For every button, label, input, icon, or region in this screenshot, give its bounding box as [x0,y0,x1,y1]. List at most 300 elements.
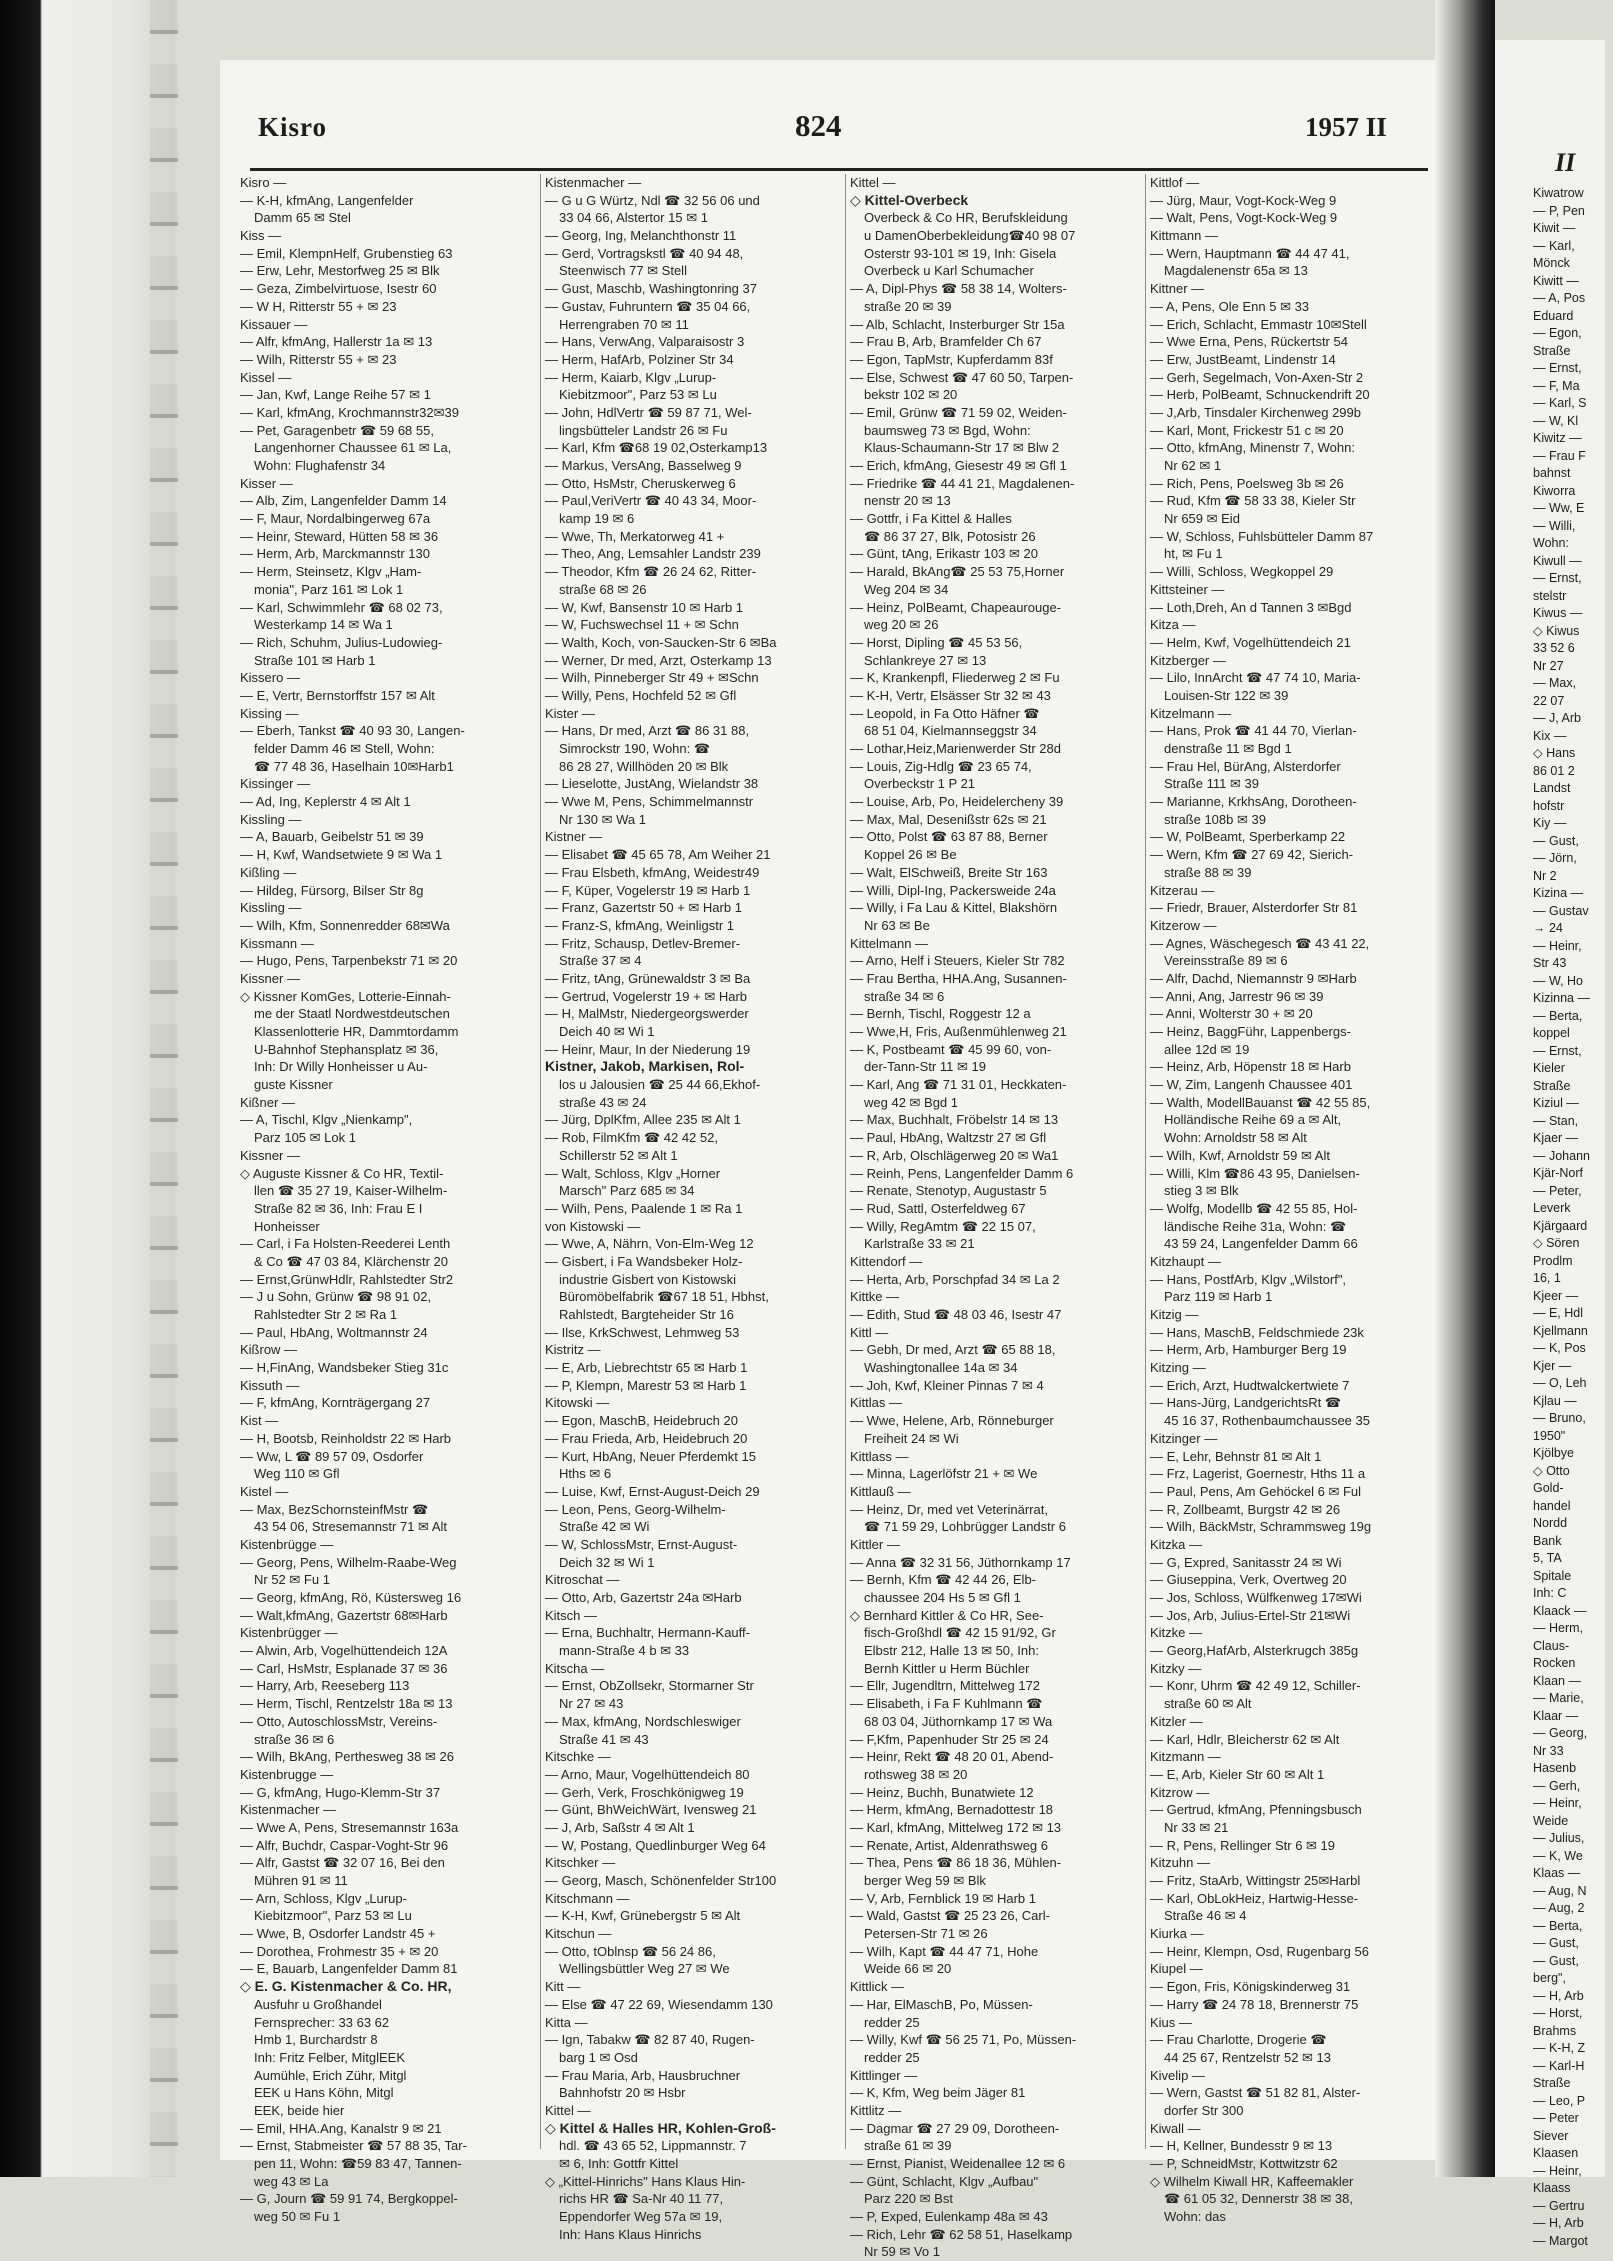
entry-continuation-line: Büromöbelfabrik ☎67 18 51, Hbhst, [559,1289,769,1305]
facing-page-line: Kjärgaard [1533,1218,1588,1233]
facing-page-line: Brahms [1533,2023,1577,2038]
entry-continuation-line: straße 60 ✉ Alt [1164,1696,1252,1712]
facing-page-line: Nr 27 [1533,658,1564,673]
entry-continuation-line: Wohn: das [1164,2209,1226,2225]
facing-page-line: — Stan, [1533,1113,1579,1128]
entry-continuation-line: allee 12d ✉ 19 [1164,1041,1250,1057]
entry-continuation-line: Straße 37 ✉ 4 [559,953,642,969]
entry-line: — Willy, Pens, Hochfeld 52 ✉ Gfl [545,687,737,703]
facing-page-line: 33 52 6 [1533,641,1575,655]
entry-line: — H,FinAng, Wandsbeker Stieg 31c [240,1360,449,1376]
entry-line: — Herm, Kaiarb, Klgv „Lurup- [545,369,717,385]
entry-line: ◇ „Kittel-Hinrichs" Hans Klaus Hin- [545,2173,746,2189]
entry-line: Kissmann — [240,935,314,951]
entry-continuation-line: straße 43 ✉ 24 [559,1094,647,1110]
facing-page-line: koppel [1533,1026,1570,1040]
page-number: 824 [795,108,842,143]
facing-page-line: Kjellmann [1533,1323,1588,1338]
entry-continuation-line: Wellingsbüttler Weg 27 ✉ We [559,1961,730,1977]
entry-continuation-line: straße 68 ✉ 26 [559,581,647,597]
entry-line: — Theo, Ang, Lemsahler Landstr 239 [545,546,761,562]
entry-line: — Lieselotte, JustAng, Wielandstr 38 [545,776,759,792]
entry-line: Kitschker — [545,1855,616,1871]
facing-page-line: berg", [1533,1971,1566,1985]
entry-line: Kißling — [240,864,297,880]
entry-continuation-line: Kiebitzmoor", Parz 53 ✉ Lu [559,387,717,403]
entry-continuation-line: Klassenlotterie HR, Dammtordamm [254,1024,459,1039]
entry-line: — Frau Hel, BürAng, Alsterdorfer [1150,758,1341,774]
entry-line: — Herb, PolBeamt, Schnuckendrift 20 [1150,387,1370,403]
entry-line: — Erich, kfmAng, Giesestr 49 ✉ Gfl 1 [850,458,1067,473]
facing-page-line: — H, Arb [1533,2216,1584,2230]
entry-line: — Heinz, Arb, Höpenstr 18 ✉ Harb [1150,1059,1351,1075]
entry-line: Kittel — [545,2102,591,2118]
entry-line: Kistenbrugge — [240,1766,334,1782]
entry-line: — Ernst, ObZollsekr, Stormarner Str [545,1678,754,1694]
entry-line: — Georg, Ing, Melanchthonstr 11 [545,228,737,244]
entry-line: — Gerh, Verk, Froschkönigweg 19 [545,1784,744,1800]
entry-line: — Ernst,GrünwHdlr, Rahlstedter Str2 [240,1271,454,1287]
facing-page-line: Weide [1533,1813,1569,1828]
entry-continuation-line: u DamenOberbekleidung☎40 98 07 [864,228,1076,244]
entry-continuation-line: hdl. ☎ 43 65 52, Lippmannstr. 7 [559,2138,747,2154]
entry-line: — Wwe,H, Fris, Außenmühlenweg 21 [850,1024,1067,1039]
entry-line: Kißner — [240,1094,295,1110]
entry-continuation-line: Westerkamp 14 ✉ Wa 1 [254,617,393,633]
facing-page-line: Klaan — [1533,1673,1581,1688]
entry-line: Kistner — [545,829,603,845]
entry-line: Kitschke — [545,1749,611,1765]
entry-continuation-line: Vereinsstraße 89 ✉ 6 [1164,953,1288,969]
entry-line: — Friedr, Brauer, Alsterdorfer Str 81 [1150,900,1358,916]
entry-line: — Otto, tOblnsp ☎ 56 24 86, [545,1943,716,1959]
entry-continuation-line: Fernsprecher: 33 63 62 [254,2014,390,2030]
entry-line: — J, Arb, Saßstr 4 ✉ Alt 1 [545,1819,695,1835]
facing-page-line: Mönck [1533,256,1570,270]
entry-line: — Wilh, Kapt ☎ 44 47 71, Hohe [850,1943,1039,1959]
entry-line: — Ernst, Stabmeister ☎ 57 88 35, Tar- [240,2138,467,2154]
entry-line: Kitta — [545,2014,588,2030]
entry-line: — Ad, Ing, Keplerstr 4 ✉ Alt 1 [240,794,411,810]
entry-line: — Carl, i Fa Holsten-Reederei Lenth [240,1236,451,1252]
facing-page-line: — K, We [1533,1848,1583,1863]
entry-line: — F, Maur, Nordalbingerweg 67a [240,511,431,527]
entry-continuation-line: Parz 220 ✉ Bst [864,2191,953,2207]
entry-line: Kissel — [240,369,292,385]
entry-line: — Frau Frieda, Arb, Heidebruch 20 [545,1430,748,1446]
entry-line: — H, Bootsb, Reinholdstr 22 ✉ Harb [240,1430,452,1446]
facing-page-line: — Horst, [1533,2006,1583,2020]
directory-page [220,60,1435,2260]
entry-continuation-line: chaussee 204 Hs 5 ✉ Gfl 1 [864,1590,1021,1605]
entry-line: — Wwe, Th, Merkatorweg 41 + [545,528,725,544]
entry-line: — Pet, Garagenbetr ☎ 59 68 55, [240,422,434,438]
entry-continuation-line: baumsweg 73 ✉ Bgd, Wohn: [864,422,1031,438]
entry-continuation-line: Eppendorfer Weg 57a ✉ 19, [559,2209,723,2225]
entry-line: — Minna, Lagerlöfstr 21 + ✉ We [850,1466,1038,1482]
entry-line: — Wilh, Pinneberger Str 49 + ✉Schn [545,670,759,686]
entry-continuation-line: pen 11, Wohn: ☎59 83 47, Tannen- [254,2156,462,2171]
facing-page-line: 22 07 [1533,693,1565,708]
entry-line: — Carl, HsMstr, Esplanade 37 ✉ 36 [240,1660,448,1676]
entry-continuation-line: Straße 46 ✉ 4 [1164,1908,1247,1924]
entry-line: Kistritz — [545,1342,601,1358]
entry-line: — W, PolBeamt, Sperberkamp 22 [1150,829,1346,845]
entry-line: — Alfr, kfmAng, Hallerstr 1a ✉ 13 [240,334,433,350]
entry-line: — Walt, Pens, Vogt-Kock-Weg 9 [1150,210,1338,226]
entry-line: Kittelmann — [850,935,929,951]
entry-line: — A, Dipl-Phys ☎ 58 38 14, Wolters- [850,281,1067,297]
facing-page-line: — Karl, [1533,238,1575,253]
entry-continuation-line: lingsbütteler Landstr 26 ✉ Fu [559,422,728,438]
entry-line: Kitschun — [545,1926,612,1942]
entry-continuation-line: Elbstr 212, Halle 13 ✉ 50, Inh: [864,1643,1039,1659]
entry-continuation-line: Holländische Reihe 69 a ✉ Alt, [1164,1112,1342,1128]
facing-page-line: — K, Pos [1533,1341,1586,1355]
entry-line: — R, Arb, Olschlägerweg 20 ✉ Wa1 [850,1147,1059,1163]
facing-page-line: Hasenb [1533,1761,1577,1775]
entry-continuation-line: Weide 66 ✉ 20 [864,1961,952,1977]
entry-line: — Herm, Steinsetz, Klgv „Ham- [240,564,422,580]
entry-continuation-line: Petersen-Str 71 ✉ 26 [864,1926,988,1942]
entry-line: — Paul,VeriVertr ☎ 40 43 34, Moor- [545,493,757,509]
facing-page-line: Wohn: [1533,536,1569,550]
facing-page-line: Klaas — [1533,1866,1581,1880]
entry-line: Kittlick — [850,1979,905,1995]
facing-page-line: Nr 2 [1533,868,1557,883]
entry-line: — W H, Ritterstr 55 + ✉ 23 [240,298,397,314]
facing-page-line: Klaasen [1533,2146,1579,2160]
entry-line: — Joh, Kwf, Kleiner Pinnas 7 ✉ 4 [850,1377,1044,1393]
entry-continuation-line: Nr 62 ✉ 1 [1164,458,1222,473]
entry-continuation-line: Nr 59 ✉ Vo 1 [864,2244,940,2260]
column-divider [1145,174,1146,2149]
entry-line: — F, Küper, Vogelerstr 19 ✉ Harb 1 [545,882,751,898]
facing-page-line: — H, Arb [1533,1988,1584,2003]
entry-continuation-line: Langenhorner Chaussee 61 ✉ La, [254,440,452,456]
facing-page-line: Kjer — [1533,1358,1572,1373]
entry-continuation-line: Inh: Fritz Felber, MitglEEK [254,2049,405,2065]
entry-continuation-line: Steenwisch 77 ✉ Stell [559,263,687,279]
entry-line: — K, Krankenpfl, Fliederweg 2 ✉ Fu [850,670,1060,686]
entry-continuation-line: Kiebitzmoor", Parz 53 ✉ Lu [254,1908,412,1924]
entry-line: — Reinh, Pens, Langenfelder Damm 6 [850,1165,1074,1181]
entry-line: — Alfr, Gastst ☎ 32 07 16, Bei den [240,1855,445,1871]
facing-page-line: hofstr [1533,798,1565,813]
entry-line: von Kistowski — [545,1218,641,1234]
facing-page-line: Straße [1533,343,1571,358]
entry-continuation-line: Overbeck & Co HR, Berufskleidung [864,210,1068,226]
entry-line: Kitza — [1150,617,1196,633]
entry-line: Kittlass — [850,1448,909,1464]
entry-line: — Jos, Schloss, Wülfkenweg 17✉Wi [1150,1590,1362,1605]
entry-continuation-line: 68 51 04, Kielmannseggstr 34 [864,723,1037,739]
entry-line: — Emil, HHA.Ang, Kanalstr 9 ✉ 21 [240,2120,442,2136]
entry-line: Kisser — [240,475,293,491]
entry-line: — Wolfg, Modellb ☎ 42 55 85, Hol- [1150,1200,1358,1216]
entry-line: — A, Pens, Ole Enn 5 ✉ 33 [1150,298,1310,314]
facing-page-line: Kiwull — [1533,553,1582,568]
entry-continuation-line: ☎ 61 05 32, Dennerstr 38 ✉ 38, [1164,2191,1353,2207]
facing-page-line: 5, TA [1533,1551,1562,1565]
entry-line: — Heinr, Maur, In der Niederung 19 [545,1041,751,1057]
entry-line: — Willi, Dipl-Ing, Packersweide 24a [850,882,1056,898]
entry-line: Kistenbrügger — [240,1625,338,1641]
entry-line: — J,Arb, Tinsdaler Kirchenweg 299b [1150,404,1361,420]
entry-continuation-line: rothsweg 38 ✉ 20 [864,1766,968,1782]
entry-line: — K, Postbeamt ☎ 45 99 60, von- [850,1041,1052,1057]
facing-page-line: — Frau F [1533,448,1586,463]
facing-page-line: — Bruno, [1533,1411,1586,1425]
entry-line: — W, Fuchswechsel 11 + ✉ Schn [545,617,739,633]
running-head-name: Kisro [258,112,328,142]
entry-line: — Arno, Helf i Steuers, Kieler Str 782 [850,953,1065,969]
entry-line: — Harald, BkAng☎ 25 53 75,Horner [850,564,1065,580]
entry-line: Kister — [545,705,595,721]
entry-line: — K-H, Kwf, Grünebergstr 5 ✉ Alt [545,1908,741,1924]
entry-continuation-line: felder Damm 46 ✉ Stell, Wohn: [254,741,435,756]
directory-column-2 [545,174,840,2242]
entry-continuation-line: straße 36 ✉ 6 [254,1731,335,1747]
facing-page-line: Klaack — [1533,1603,1587,1618]
entry-line: — Erw, Lehr, Mestorfweg 25 ✉ Blk [240,263,440,279]
entry-continuation-line: Rahlstedter Str 2 ✉ Ra 1 [254,1307,398,1322]
entry-continuation-line: Deich 32 ✉ Wi 1 [559,1554,655,1570]
entry-line: — Renate, Stenotyp, Augustastr 5 [850,1183,1047,1199]
entry-line: — E, Lehr, Behnstr 81 ✉ Alt 1 [1150,1448,1322,1464]
facing-page-line: Kiwitz — [1533,431,1582,445]
entry-line: — Otto, Polst ☎ 63 87 88, Berner [850,829,1048,845]
entry-line: — Erich, Arzt, Hudtwalckertwiete 7 [1150,1377,1350,1393]
facing-page-line: — F, Ma [1533,378,1580,393]
entry-line: — Wern, Gastst ☎ 51 82 81, Alster- [1150,2085,1361,2101]
entry-line: — A, Tischl, Klgv „Nienkamp", [240,1112,413,1128]
entry-line: — Eberh, Tankst ☎ 40 93 30, Langen- [240,723,465,739]
entry-line: ◇ Kittel-Overbeck [850,191,969,208]
entry-line: — P, Klempn, Marestr 53 ✉ Harb 1 [545,1377,747,1393]
entry-continuation-line: Straße 41 ✉ 43 [559,1731,649,1747]
entry-line: — Gebh, Dr med, Arzt ☎ 65 88 18, [850,1342,1056,1358]
entry-continuation-line: Herrengraben 70 ✉ 11 [559,316,689,332]
entry-line: Kius — [1150,2014,1192,2030]
entry-line: — Karl, Hdlr, Bleicherstr 62 ✉ Alt [1150,1731,1340,1747]
facing-page-line: — Gust, [1533,1953,1579,1968]
facing-page-line: — Karl, S [1533,396,1587,410]
facing-page-line: → 24 [1533,921,1563,935]
facing-page-line: — W, Kl [1533,413,1579,428]
entry-line: Kiwall — [1150,2120,1201,2136]
entry-line: — J u Sohn, Grünw ☎ 98 91 02, [240,1289,432,1305]
entry-line: — Hildeg, Fürsorg, Bilser Str 8g [240,882,424,898]
entry-continuation-line: Simrockstr 190, Wohn: ☎ [559,741,711,756]
entry-continuation-line: 33 04 66, Alstertor 15 ✉ 1 [559,210,708,226]
entry-line: — H, Kellner, Bundesstr 9 ✉ 13 [1150,2138,1333,2154]
entry-continuation-line: los u Jalousien ☎ 25 44 66,Ekhof- [559,1077,761,1093]
facing-page-edge [1495,40,1605,2248]
facing-page-line: — W, Ho [1533,973,1584,988]
entry-line: — Karl, Schwimmlehr ☎ 68 02 73, [240,599,443,615]
entry-continuation-line: Inh: Hans Klaus Hinrichs [559,2226,702,2242]
entry-continuation-line: Marsch" Parz 685 ✉ 34 [559,1183,695,1199]
directory-column-3 [850,174,1140,2260]
entry-line: — Günt, Schlacht, Klgv „Aufbau" [850,2173,1039,2189]
entry-line: Kittke — [850,1289,900,1305]
facing-page-line: Kieler [1533,1061,1565,1075]
entry-line: — Else ☎ 47 22 69, Wiesendamm 130 [545,1996,773,2012]
facing-page-line: 1950" [1533,1428,1566,1443]
entry-line: — Rich, Schuhm, Julius-Ludowieg- [240,634,443,650]
entry-line: — Elisabet ☎ 45 65 78, Am Weiher 21 [545,847,771,863]
facing-page-line: — Aug, N [1533,1883,1587,1898]
entry-line: — Gustav, Fuhruntern ☎ 35 04 66, [545,298,751,314]
facing-page-line: Kiwitt — [1533,273,1579,288]
facing-page-line: Gold- [1533,1481,1564,1495]
facing-page-line: Landst [1533,781,1571,795]
entry-line: Kitzky — [1150,1660,1202,1676]
entry-line: Kittlitz — [850,2102,902,2118]
entry-continuation-line: Schillerstr 52 ✉ Alt 1 [559,1147,678,1163]
entry-line: — Max, Buchhalt, Fröbelstr 14 ✉ 13 [850,1112,1059,1128]
entry-line: Kivelip — [1150,2067,1205,2083]
entry-continuation-line: 86 28 27, Willhöden 20 ✉ Blk [559,758,729,774]
entry-line: — Paul, HbAng, Woltmannstr 24 [240,1324,428,1340]
entry-continuation-line: & Co ☎ 47 03 84, Klärchenstr 20 [254,1253,448,1269]
entry-continuation-line: straße 108b ✉ 39 [1164,811,1266,827]
entry-line: Kitzka — [1150,1536,1203,1552]
entry-line: — E, Arb, Liebrechtstr 65 ✉ Harb 1 [545,1360,748,1376]
entry-line: — Walt, ElSchweiß, Breite Str 163 [850,864,1048,880]
entry-continuation-line: ländische Reihe 31a, Wohn: ☎ [1164,1218,1347,1234]
facing-page-line: — Aug, 2 [1533,1901,1585,1915]
entry-line: — Rich, Pens, Poelsweg 3b ✉ 26 [1150,475,1344,491]
entry-line: — Lilo, InnArcht ☎ 47 74 10, Maria- [1150,670,1361,686]
entry-line: — Paul, Pens, Am Gehöckel 6 ✉ Ful [1150,1483,1362,1499]
entry-line: — Willi, Klm ☎86 43 95, Danielsen- [1150,1165,1360,1181]
facing-page-line: Kiziul — [1533,1096,1579,1110]
entry-line: — Karl, Ang ☎ 71 31 01, Heckkaten- [850,1077,1067,1093]
facing-page-line: Kiy — [1533,816,1567,830]
entry-line: — Har, ElMaschB, Po, Müssen- [850,1996,1033,2012]
entry-line: — Georg, Masch, Schönenfelder Str100 [545,1873,777,1888]
entry-line: — Karl, kfmAng, Mittelweg 172 ✉ 13 [850,1819,1062,1835]
entry-continuation-line: Koppel 26 ✉ Be [864,847,957,863]
entry-line: — Hans, PostfArb, Klgv „Wilstorf", [1150,1271,1347,1287]
facing-page-line: Straße [1533,1078,1571,1093]
entry-line: ◇ Bernhard Kittler & Co HR, See- [850,1607,1044,1623]
entry-line: — Bernh, Kfm ☎ 42 44 26, Elb- [850,1572,1036,1588]
entry-line: — Anna ☎ 32 31 56, Jüthornkamp 17 [850,1554,1071,1570]
entry-line: — Fritz, StaArb, Wittingstr 25✉Harbl [1150,1873,1361,1888]
entry-line: — Kurt, HbAng, Neuer Pferdemkt 15 [545,1448,756,1464]
entry-line: — E, Bauarb, Langenfelder Damm 81 [240,1961,458,1977]
entry-line: Kitzke — [1150,1625,1203,1641]
entry-line: — Rob, FilmKfm ☎ 42 42 52, [545,1130,718,1146]
entry-continuation-line: Nr 27 ✉ 43 [559,1696,624,1712]
facing-page-line: — Ernst, [1533,361,1582,375]
entry-line: Kissinger — [240,776,311,792]
entry-continuation-line: industrie Gisbert von Kistowski [559,1271,737,1287]
entry-line: — Georg, kfmAng, Rö, Küstersweg 16 [240,1590,462,1605]
entry-line: Kittmann — [1150,228,1218,244]
entry-line: — Alb, Schlacht, Insterburger Str 15a [850,316,1065,332]
entry-line: — Wwe, B, Osdorfer Landstr 45 + [240,1926,436,1942]
entry-line: Kitzelmann — [1150,705,1231,721]
facing-page-line: Kjaer — [1533,1131,1579,1145]
entry-line: — G, Journ ☎ 59 91 74, Bergkoppel- [240,2191,458,2207]
entry-continuation-line: Nr 659 ✉ Eid [1164,511,1240,527]
entry-continuation-line: ☎ 71 59 29, Lohbrügger Landstr 6 [864,1519,1066,1535]
entry-line: — Wern, Kfm ☎ 27 69 42, Sierich- [1150,847,1354,863]
entry-line: — Friedrike ☎ 44 41 21, Magdalenen- [850,475,1075,491]
entry-continuation-line: straße 34 ✉ 6 [864,988,945,1004]
entry-line: Kitschmann — [545,1890,630,1906]
entry-line: — Georg, Pens, Wilhelm-Raabe-Weg [240,1554,457,1570]
entry-continuation-line: me der Staatl Nordwestdeutschen [254,1006,450,1022]
entry-line: — Hans, VerwAng, Valparaisostr 3 [545,334,745,350]
entry-line: — Hans, MaschB, Feldschmiede 23k [1150,1324,1364,1340]
entry-line: — Wwe, A, Nährn, Von-Elm-Weg 12 [545,1236,754,1252]
entry-continuation-line: Damm 65 ✉ Stel [254,210,351,226]
entry-line: — Frau Charlotte, Drogerie ☎ [1150,2032,1327,2048]
entry-continuation-line: ☎ 77 48 36, Haselhain 10✉Harb1 [254,758,454,774]
entry-line: — K-H, kfmAng, Langenfelder [240,192,414,208]
entry-line: — Heinr, Steward, Hütten 58 ✉ 36 [240,528,439,544]
entry-line: — W, Schloss, Fuhlsbütteler Damm 87 [1150,528,1374,544]
entry-line: — Otto, Arb, Gazertstr 24a ✉Harb [545,1590,742,1605]
entry-continuation-line: kamp 19 ✉ 6 [559,511,635,527]
entry-line: — H, Kwf, Wandsetwiete 9 ✉ Wa 1 [240,847,443,863]
entry-line: — Gust, Maschb, Washingtonring 37 [545,281,757,297]
entry-continuation-line: Inh: Dr Willy Honheisser u Au- [254,1059,428,1075]
entry-continuation-line: Bernh Kittler u Herm Büchler [864,1660,1030,1676]
facing-page-line: — Max, [1533,676,1577,690]
entry-continuation-line: barg 1 ✉ Osd [559,2049,638,2065]
entry-line: Kistenmacher — [240,1802,337,1818]
entry-line: — Hans-Jürg, LandgerichtsRt ☎ [1150,1395,1342,1411]
entry-line: — Gottfr, i Fa Kittel & Halles [850,511,1012,527]
entry-line: — Markus, VersAng, Basselweg 9 [545,458,742,473]
entry-continuation-line: straße 88 ✉ 39 [1164,864,1252,880]
entry-continuation-line: mann-Straße 4 b ✉ 33 [559,1643,690,1659]
facing-page-line: Kizinna — [1533,991,1590,1005]
entry-line: — K-H, Vertr, Elsässer Str 32 ✉ 43 [850,687,1051,703]
entry-line: — Renate, Artist, Aldenrathsweg 6 [850,1837,1048,1853]
entry-continuation-line: Weg 110 ✉ Gfl [254,1466,340,1482]
directory-column-1 [240,174,535,2225]
entry-line: — R, Pens, Rellinger Str 6 ✉ 19 [1150,1837,1336,1853]
entry-continuation-line: U-Bahnhof Stephansplatz ✉ 36, [254,1041,439,1057]
facing-page-line: Kjölbye [1533,1446,1574,1460]
entry-line: Kittel — [850,175,896,190]
entry-continuation-line: straße 20 ✉ 39 [864,298,952,314]
entry-line: — P, SchneidMstr, Kottwitzstr 62 [1150,2156,1338,2171]
entry-line: — Jan, Kwf, Lange Reihe 57 ✉ 1 [240,387,431,403]
entry-line: — Frau Maria, Arb, Hausbruchner [545,2067,741,2083]
entry-line: — Agnes, Wäschegesch ☎ 43 41 22, [1150,935,1370,951]
entry-line: — Walth, Koch, von-Saucken-Str 6 ✉Ba [545,634,777,650]
facing-page-line: ◇ Kiwus [1533,623,1580,638]
entry-line: — A, Bauarb, Geibelstr 51 ✉ 39 [240,829,424,845]
entry-line: Kittner — [1150,281,1205,297]
entry-line: — Ernst, Pianist, Weidenallee 12 ✉ 6 [850,2156,1066,2171]
entry-line: — Gerd, Vortragskstl ☎ 40 94 48, [545,245,744,261]
entry-line: Kittler — [850,1536,900,1552]
facing-page-line: — Gust, [1533,1936,1579,1950]
entry-line: Kitzerow — [1150,917,1217,933]
entry-line: — Harry ☎ 24 78 18, Brennerstr 75 [1150,1996,1359,2012]
entry-line: — Konr, Uhrm ☎ 42 49 12, Schiller- [1150,1678,1361,1694]
entry-continuation-line: Hths ✉ 6 [559,1466,612,1482]
